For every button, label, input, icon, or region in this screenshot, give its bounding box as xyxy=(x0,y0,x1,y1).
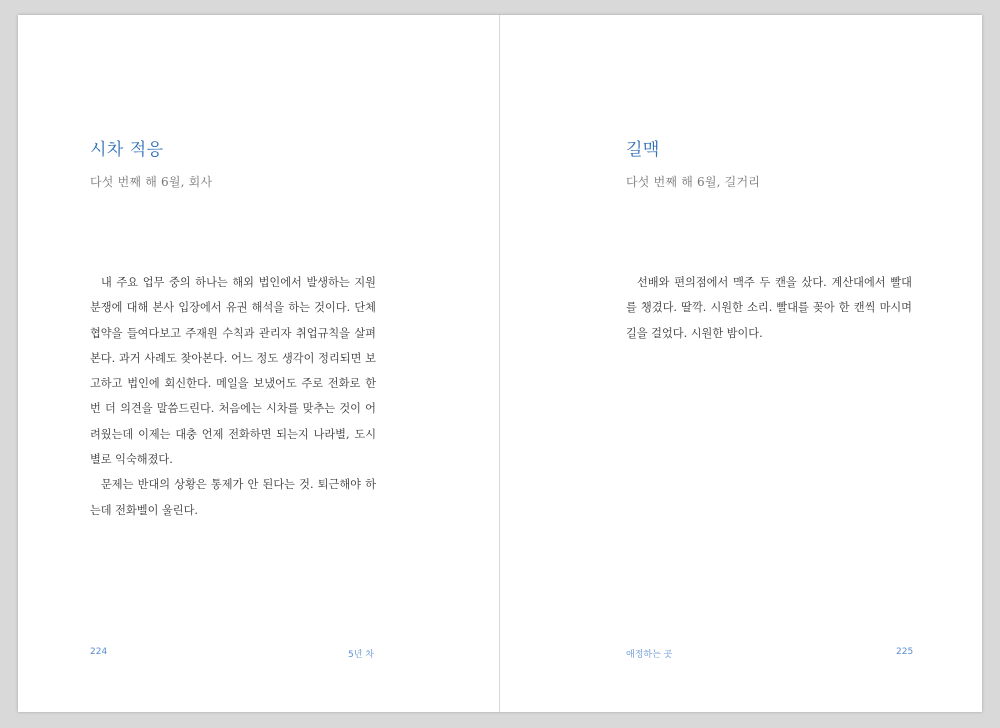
chapter-subtitle: 다섯 번째 해 6월, 길거리 xyxy=(626,175,761,189)
page-number: 224 xyxy=(90,647,108,657)
chapter-title: 시차 적응 xyxy=(90,140,164,160)
body-text xyxy=(90,270,376,523)
right-page xyxy=(500,15,982,712)
book-spread xyxy=(18,15,982,712)
running-head: 애정하는 곳 xyxy=(626,650,673,660)
body-text xyxy=(626,270,912,346)
paragraph: 문제는 반대의 상황은 통제가 안 된다는 것. 퇴근해야 하는데 전화벨이 울린다. xyxy=(90,478,376,517)
paragraph: 선배와 편의점에서 맥주 두 캔을 샀다. 계산대에서 빨대를 챙겼다. 딸깍. 시원한 소리. 빨대를 꽂아 한 캔씩 마시며 길을 걸었다. 시원한 밤이다. xyxy=(626,276,912,340)
chapter-title: 길맥 xyxy=(626,140,660,160)
running-head: 5년 차 xyxy=(348,650,374,660)
left-page xyxy=(18,15,500,712)
page-number: 225 xyxy=(896,647,914,657)
chapter-subtitle: 다섯 번째 해 6월, 회사 xyxy=(90,175,213,189)
paragraph: 내 주요 업무 중의 하나는 해외 법인에서 발생하는 지원 분쟁에 대해 본사 입장에서 유권 해석을 하는 것이다. 단체협약을 들여다보고 주재원 수칙과 관리자 취업규칙을 살펴본다. 과거 사례도 찾아본다. 어느 정도 생각이 정리되면 보고하고 법인에 회신한다. 메일을 보냈어도 주로 전화로 한 번 더 의견을 말씀드린다. 처음에는 시차를 맞추는 것이 어려웠는데 이제는 대충 언제 전화하면 되는지 나라별, 도시별로 익숙해졌다. xyxy=(90,276,376,467)
